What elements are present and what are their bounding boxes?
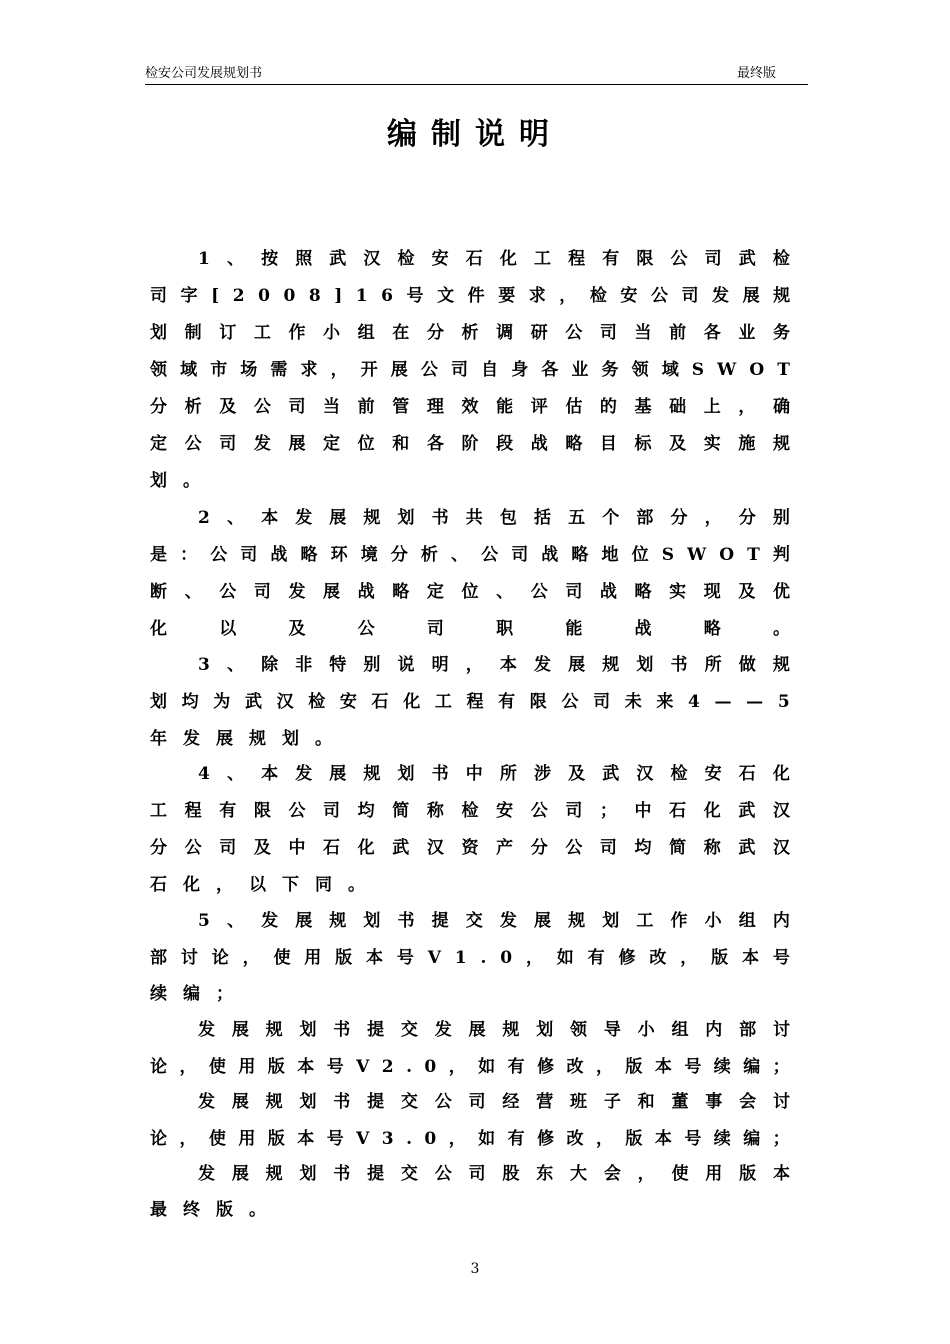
text-line: 论，使用版本号V3.0，如有修改，版本号续编；: [150, 1129, 803, 1149]
text-line: 续编；: [150, 984, 249, 1004]
text-line: 司字[2008]16号文件要求，检安公司发展规: [150, 286, 804, 306]
text-line: 划均为武汉检安石化工程有限公司未来4——5: [150, 692, 805, 712]
text-line: 断、公司发展战略定位、公司战略实现及优: [150, 582, 808, 602]
page-title: 编制说明: [387, 117, 563, 152]
text-line: 化以及公司职能战略。: [150, 619, 843, 639]
text-line: 划。: [150, 471, 216, 491]
text-line: 工程有限公司均简称检安公司；中石化武汉: [150, 801, 808, 821]
header-version: 最终版: [736, 66, 776, 81]
text-line: 5、发展规划书提交发展规划工作小组内: [198, 911, 807, 931]
text-line: 分公司及中石化武汉资产分公司均简称武汉: [150, 838, 808, 858]
page-number: 3: [470, 1261, 480, 1277]
text-line: 领域市场需求，开展公司自身各业务领域SWOT: [150, 360, 804, 380]
text-line: 2、本发展规划书共包括五个部分，分别: [198, 508, 807, 528]
text-line: 划制订工作小组在分析调研公司当前各业务: [150, 323, 808, 343]
text-line: 年发展规划。: [150, 729, 348, 749]
text-line: 发展规划书提交公司股东大会，使用版本: [198, 1164, 807, 1184]
text-line: 发展规划书提交发展规划领导小组内部讨: [198, 1020, 807, 1040]
text-line: 论，使用版本号V2.0，如有修改，版本号续编；: [150, 1057, 803, 1077]
text-line: 是：公司战略环境分析、公司战略地位SWOT判: [150, 545, 804, 565]
text-line: 3、除非特别说明，本发展规划书所做规: [198, 655, 807, 675]
text-line: 4、本发展规划书中所涉及武汉检安石化: [198, 764, 807, 784]
text-line: 最终版。: [150, 1200, 282, 1220]
page-header: [145, 64, 808, 85]
header-document-title: 检安公司发展规划书: [145, 66, 263, 81]
text-line: 定公司发展定位和各阶段战略目标及实施规: [150, 434, 808, 454]
text-line: 石化，以下同。: [150, 875, 381, 895]
text-line: 发展规划书提交公司经营班子和董事会讨: [198, 1092, 807, 1112]
text-line: 部讨论，使用版本号V1.0，如有修改，版本号: [150, 948, 804, 968]
text-line: 分析及公司当前管理效能评估的基础上，确: [150, 397, 808, 417]
text-line: 1、按照武汉检安石化工程有限公司武检: [198, 249, 807, 269]
